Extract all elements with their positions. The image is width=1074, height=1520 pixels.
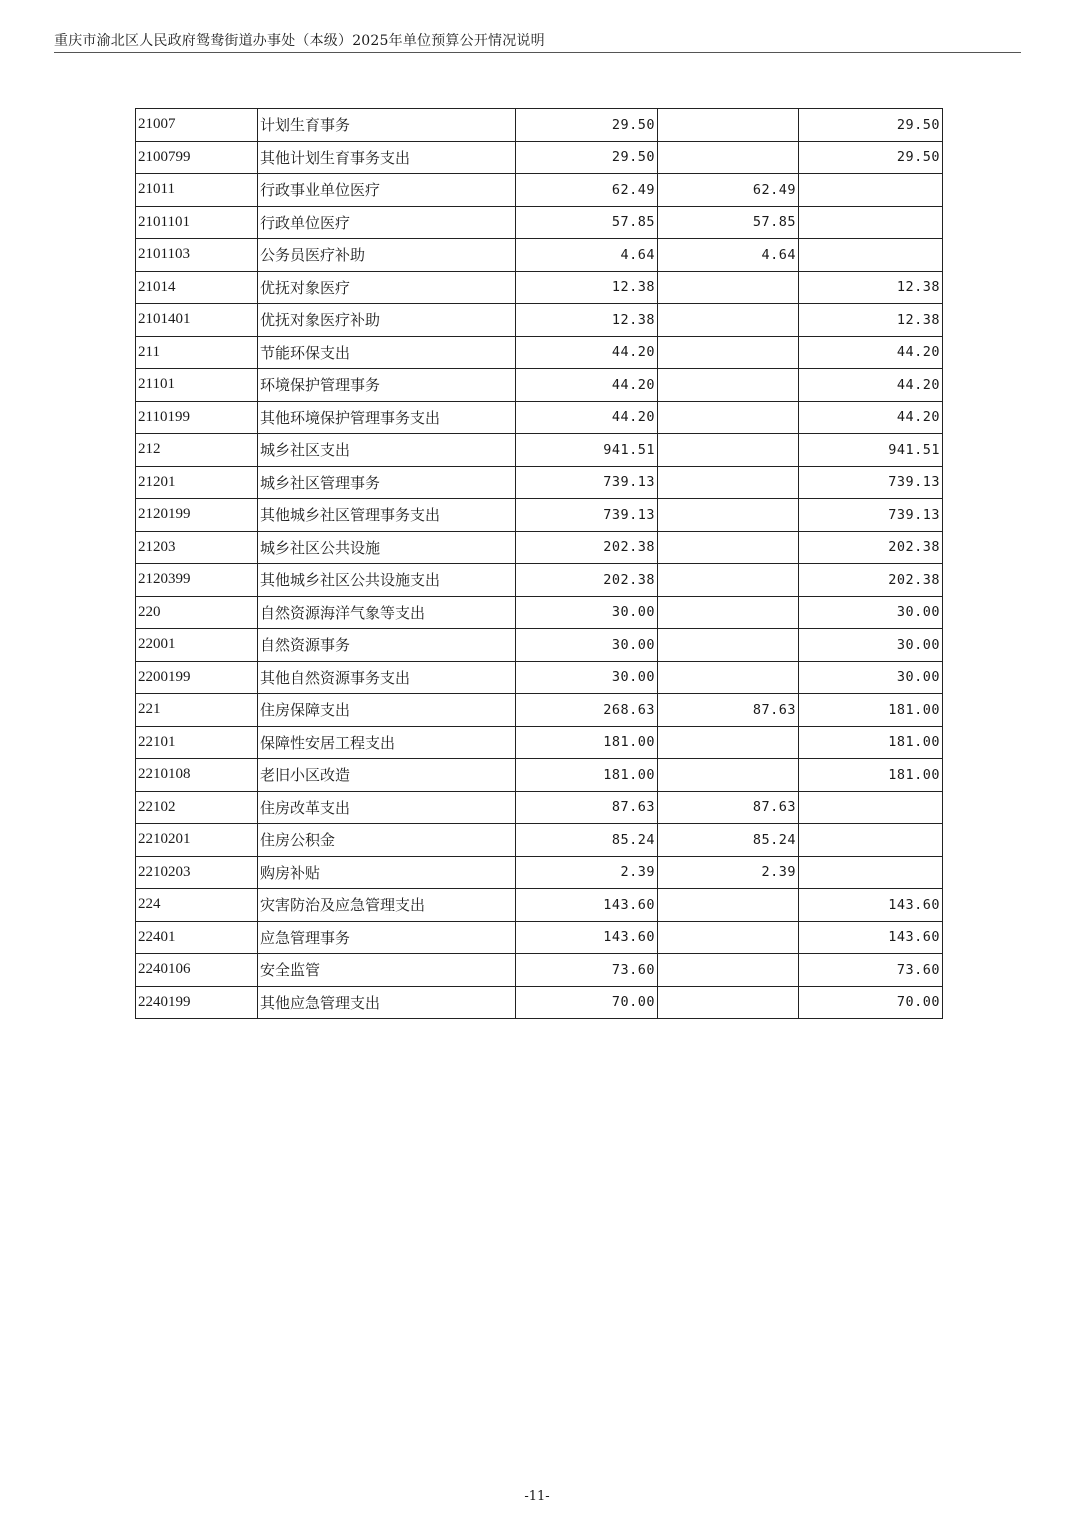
cell-subject-code: 22001	[136, 629, 258, 662]
cell-project-expenditure: 12.38	[799, 271, 943, 304]
cell-subject-code: 2210201	[136, 824, 258, 857]
cell-total-amount: 44.20	[516, 401, 658, 434]
cell-total-amount: 44.20	[516, 369, 658, 402]
header-divider	[54, 52, 1021, 53]
cell-basic-expenditure	[658, 564, 799, 597]
cell-subject-name: 城乡社区支出	[258, 434, 516, 467]
cell-project-expenditure	[799, 239, 943, 272]
cell-project-expenditure: 181.00	[799, 726, 943, 759]
cell-subject-code: 22401	[136, 921, 258, 954]
cell-project-expenditure: 30.00	[799, 596, 943, 629]
budget-table-body	[136, 109, 943, 1019]
table-row	[136, 954, 943, 987]
cell-project-expenditure: 202.38	[799, 531, 943, 564]
cell-subject-name: 优抚对象医疗补助	[258, 304, 516, 337]
cell-basic-expenditure	[658, 401, 799, 434]
cell-subject-code: 22101	[136, 726, 258, 759]
table-row	[136, 271, 943, 304]
cell-total-amount: 202.38	[516, 531, 658, 564]
table-row	[136, 824, 943, 857]
cell-basic-expenditure	[658, 531, 799, 564]
table-row	[136, 694, 943, 727]
cell-subject-name: 其他环境保护管理事务支出	[258, 401, 516, 434]
cell-subject-code: 2110199	[136, 401, 258, 434]
cell-subject-name: 安全监管	[258, 954, 516, 987]
cell-basic-expenditure	[658, 596, 799, 629]
cell-basic-expenditure	[658, 661, 799, 694]
table-row	[136, 239, 943, 272]
cell-total-amount: 202.38	[516, 564, 658, 597]
cell-project-expenditure: 143.60	[799, 921, 943, 954]
cell-total-amount: 739.13	[516, 499, 658, 532]
cell-basic-expenditure	[658, 271, 799, 304]
cell-total-amount: 62.49	[516, 174, 658, 207]
cell-basic-expenditure: 87.63	[658, 791, 799, 824]
cell-subject-name: 保障性安居工程支出	[258, 726, 516, 759]
cell-project-expenditure: 181.00	[799, 694, 943, 727]
cell-project-expenditure	[799, 791, 943, 824]
page-number: -11-	[524, 1489, 550, 1504]
table-row	[136, 531, 943, 564]
cell-subject-name: 优抚对象医疗	[258, 271, 516, 304]
cell-total-amount: 30.00	[516, 629, 658, 662]
cell-project-expenditure	[799, 824, 943, 857]
cell-basic-expenditure	[658, 304, 799, 337]
cell-basic-expenditure: 4.64	[658, 239, 799, 272]
table-row	[136, 206, 943, 239]
cell-basic-expenditure	[658, 499, 799, 532]
cell-project-expenditure: 44.20	[799, 369, 943, 402]
cell-project-expenditure: 29.50	[799, 109, 943, 142]
cell-subject-name: 购房补贴	[258, 856, 516, 889]
cell-subject-name: 行政事业单位医疗	[258, 174, 516, 207]
cell-project-expenditure: 29.50	[799, 141, 943, 174]
cell-total-amount: 143.60	[516, 921, 658, 954]
cell-project-expenditure	[799, 206, 943, 239]
cell-subject-code: 21014	[136, 271, 258, 304]
cell-subject-name: 自然资源海洋气象等支出	[258, 596, 516, 629]
budget-table	[135, 108, 943, 1019]
cell-total-amount: 739.13	[516, 466, 658, 499]
table-row	[136, 401, 943, 434]
cell-subject-name: 城乡社区公共设施	[258, 531, 516, 564]
cell-total-amount: 29.50	[516, 141, 658, 174]
cell-total-amount: 70.00	[516, 986, 658, 1019]
document-header-title: 重庆市渝北区人民政府鸳鸯街道办事处（本级）2025年单位预算公开情况说明	[54, 33, 545, 49]
table-row	[136, 174, 943, 207]
table-row	[136, 304, 943, 337]
table-row	[136, 596, 943, 629]
cell-total-amount: 85.24	[516, 824, 658, 857]
cell-total-amount: 57.85	[516, 206, 658, 239]
cell-subject-name: 老旧小区改造	[258, 759, 516, 792]
cell-subject-name: 灾害防治及应急管理支出	[258, 889, 516, 922]
cell-subject-code: 221	[136, 694, 258, 727]
cell-subject-name: 行政单位医疗	[258, 206, 516, 239]
cell-subject-code: 2120399	[136, 564, 258, 597]
table-row	[136, 141, 943, 174]
cell-total-amount: 30.00	[516, 661, 658, 694]
cell-project-expenditure: 202.38	[799, 564, 943, 597]
cell-subject-name: 其他城乡社区管理事务支出	[258, 499, 516, 532]
cell-subject-code: 212	[136, 434, 258, 467]
cell-total-amount: 4.64	[516, 239, 658, 272]
cell-subject-code: 2100799	[136, 141, 258, 174]
cell-basic-expenditure: 57.85	[658, 206, 799, 239]
cell-basic-expenditure	[658, 726, 799, 759]
cell-subject-name: 城乡社区管理事务	[258, 466, 516, 499]
cell-basic-expenditure: 87.63	[658, 694, 799, 727]
cell-total-amount: 181.00	[516, 759, 658, 792]
cell-project-expenditure: 181.00	[799, 759, 943, 792]
cell-subject-name: 自然资源事务	[258, 629, 516, 662]
table-row	[136, 564, 943, 597]
cell-basic-expenditure: 62.49	[658, 174, 799, 207]
cell-total-amount: 29.50	[516, 109, 658, 142]
table-row	[136, 434, 943, 467]
cell-total-amount: 2.39	[516, 856, 658, 889]
cell-subject-name: 其他应急管理支出	[258, 986, 516, 1019]
cell-project-expenditure: 941.51	[799, 434, 943, 467]
cell-subject-code: 211	[136, 336, 258, 369]
cell-subject-code: 220	[136, 596, 258, 629]
cell-subject-code: 21011	[136, 174, 258, 207]
cell-total-amount: 268.63	[516, 694, 658, 727]
cell-project-expenditure: 73.60	[799, 954, 943, 987]
cell-subject-code: 22102	[136, 791, 258, 824]
cell-total-amount: 12.38	[516, 271, 658, 304]
cell-project-expenditure: 143.60	[799, 889, 943, 922]
cell-subject-name: 住房保障支出	[258, 694, 516, 727]
cell-basic-expenditure	[658, 921, 799, 954]
cell-subject-name: 其他城乡社区公共设施支出	[258, 564, 516, 597]
table-row	[136, 889, 943, 922]
table-row	[136, 499, 943, 532]
table-row	[136, 369, 943, 402]
cell-basic-expenditure	[658, 954, 799, 987]
cell-total-amount: 44.20	[516, 336, 658, 369]
cell-subject-code: 21201	[136, 466, 258, 499]
cell-basic-expenditure: 2.39	[658, 856, 799, 889]
table-row	[136, 466, 943, 499]
cell-subject-code: 2101103	[136, 239, 258, 272]
cell-subject-code: 2120199	[136, 499, 258, 532]
table-row	[136, 661, 943, 694]
cell-total-amount: 143.60	[516, 889, 658, 922]
cell-basic-expenditure	[658, 141, 799, 174]
cell-total-amount: 30.00	[516, 596, 658, 629]
cell-subject-code: 2210203	[136, 856, 258, 889]
cell-subject-name: 公务员医疗补助	[258, 239, 516, 272]
cell-subject-name: 其他自然资源事务支出	[258, 661, 516, 694]
cell-subject-name: 节能环保支出	[258, 336, 516, 369]
cell-subject-name: 应急管理事务	[258, 921, 516, 954]
cell-subject-name: 住房公积金	[258, 824, 516, 857]
cell-total-amount: 941.51	[516, 434, 658, 467]
cell-subject-name: 环境保护管理事务	[258, 369, 516, 402]
table-row	[136, 109, 943, 142]
cell-basic-expenditure	[658, 986, 799, 1019]
table-row	[136, 791, 943, 824]
table-row	[136, 759, 943, 792]
table-row	[136, 629, 943, 662]
cell-total-amount: 73.60	[516, 954, 658, 987]
cell-subject-code: 224	[136, 889, 258, 922]
cell-subject-code: 21203	[136, 531, 258, 564]
cell-project-expenditure: 30.00	[799, 629, 943, 662]
table-row	[136, 921, 943, 954]
cell-subject-name: 计划生育事务	[258, 109, 516, 142]
cell-project-expenditure: 739.13	[799, 466, 943, 499]
table-row	[136, 726, 943, 759]
cell-project-expenditure: 12.38	[799, 304, 943, 337]
cell-basic-expenditure	[658, 434, 799, 467]
cell-subject-name: 其他计划生育事务支出	[258, 141, 516, 174]
cell-subject-code: 2200199	[136, 661, 258, 694]
cell-project-expenditure	[799, 174, 943, 207]
cell-project-expenditure: 739.13	[799, 499, 943, 532]
table-row	[136, 856, 943, 889]
cell-project-expenditure: 30.00	[799, 661, 943, 694]
cell-subject-code: 2210108	[136, 759, 258, 792]
cell-basic-expenditure	[658, 109, 799, 142]
cell-basic-expenditure	[658, 629, 799, 662]
cell-project-expenditure: 44.20	[799, 401, 943, 434]
cell-project-expenditure	[799, 856, 943, 889]
cell-project-expenditure: 70.00	[799, 986, 943, 1019]
cell-basic-expenditure	[658, 369, 799, 402]
table-row	[136, 986, 943, 1019]
cell-basic-expenditure	[658, 889, 799, 922]
cell-subject-code: 2240106	[136, 954, 258, 987]
cell-total-amount: 87.63	[516, 791, 658, 824]
cell-subject-code: 2101401	[136, 304, 258, 337]
cell-project-expenditure: 44.20	[799, 336, 943, 369]
cell-subject-name: 住房改革支出	[258, 791, 516, 824]
cell-total-amount: 12.38	[516, 304, 658, 337]
cell-basic-expenditure: 85.24	[658, 824, 799, 857]
cell-basic-expenditure	[658, 466, 799, 499]
cell-subject-code: 2101101	[136, 206, 258, 239]
cell-total-amount: 181.00	[516, 726, 658, 759]
cell-basic-expenditure	[658, 759, 799, 792]
cell-subject-code: 2240199	[136, 986, 258, 1019]
cell-subject-code: 21007	[136, 109, 258, 142]
cell-basic-expenditure	[658, 336, 799, 369]
table-row	[136, 336, 943, 369]
cell-subject-code: 21101	[136, 369, 258, 402]
